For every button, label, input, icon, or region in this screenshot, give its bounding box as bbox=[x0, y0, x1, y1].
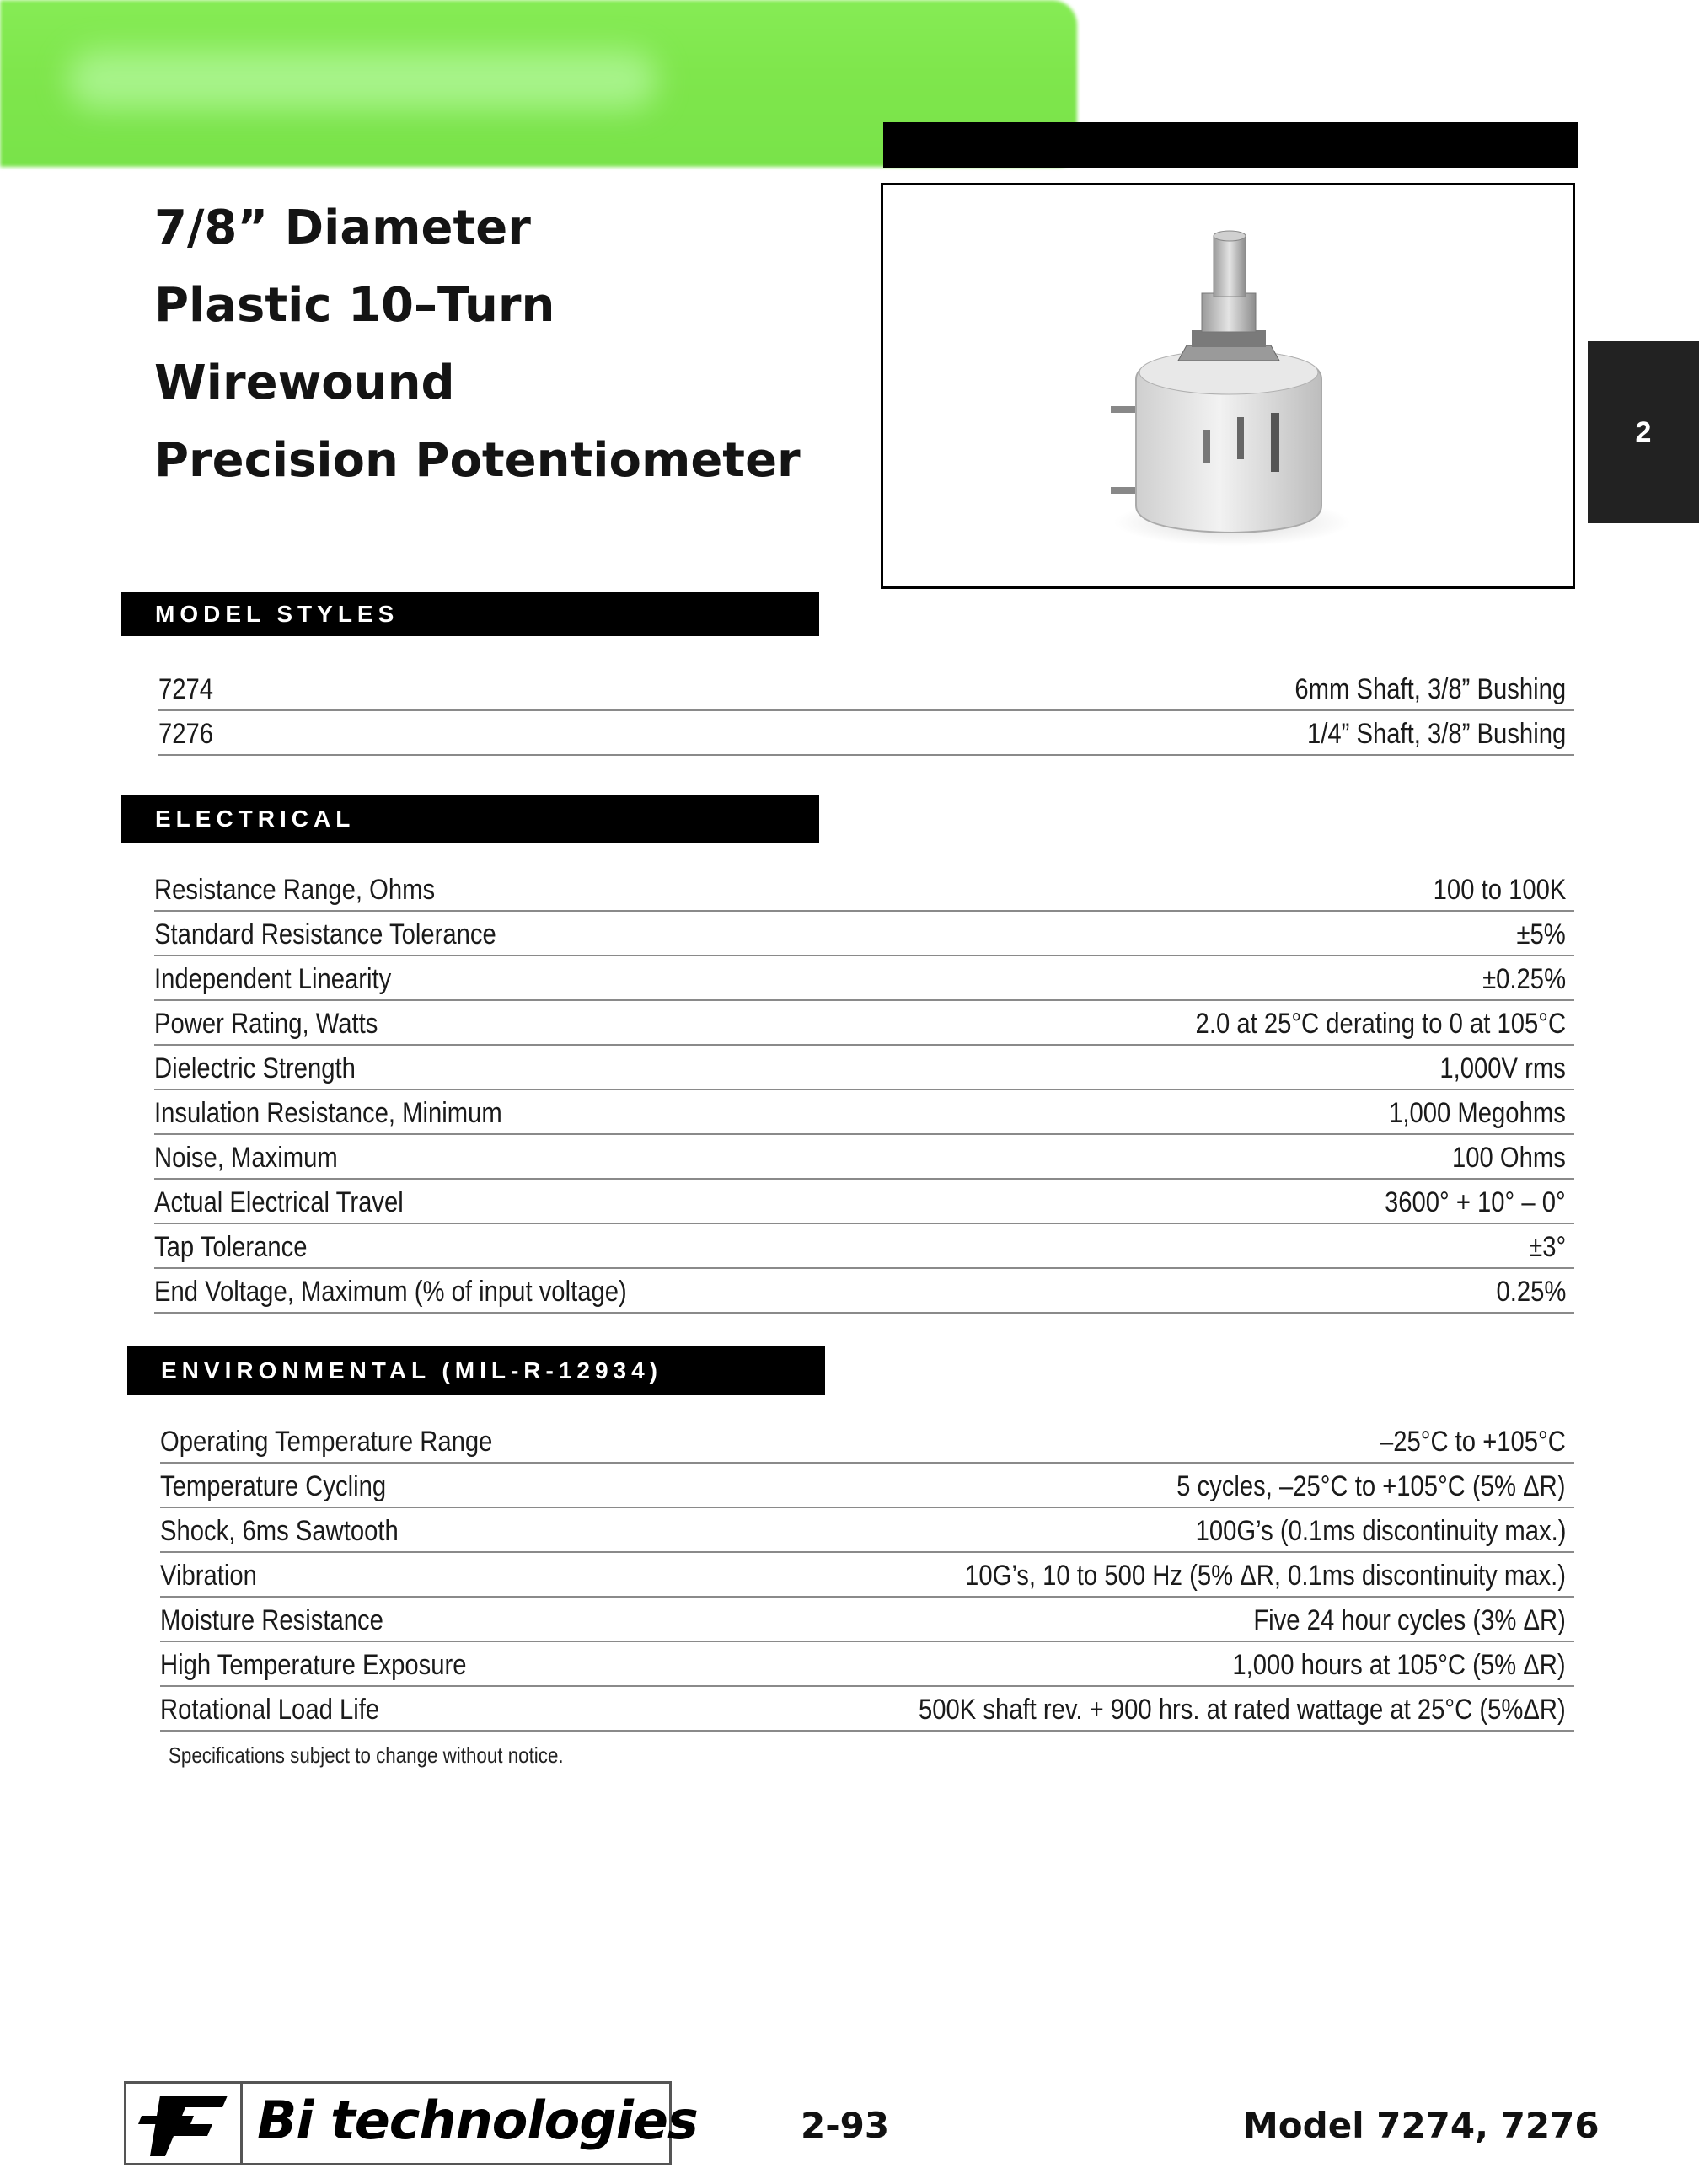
logo-divider bbox=[240, 2083, 243, 2164]
product-image-frame bbox=[881, 183, 1575, 589]
environmental-spec-value: 100G’s (0.1ms discontinuity max.) bbox=[1195, 1515, 1566, 1547]
model-style-row bbox=[158, 666, 1574, 711]
environmental-spec-label: Operating Temperature Range bbox=[160, 1426, 493, 1458]
potentiometer-photo-icon bbox=[883, 185, 1573, 586]
electrical-spec-row bbox=[154, 1180, 1574, 1224]
electrical-spec-row bbox=[154, 1046, 1574, 1090]
section-header-electrical: ELECTRICAL bbox=[121, 795, 819, 843]
electrical-spec-label: Dielectric Strength bbox=[154, 1052, 356, 1084]
electrical-spec-value: 1,000 Megohms bbox=[1389, 1097, 1566, 1129]
environmental-spec-value: 10G’s, 10 to 500 Hz (5% ΔR, 0.1ms discontinuity max.) bbox=[965, 1560, 1566, 1592]
electrical-spec-value: 100 to 100K bbox=[1433, 874, 1566, 906]
logo-text: Bi technologies bbox=[257, 2090, 698, 2151]
environmental-spec-label: Rotational Load Life bbox=[160, 1694, 380, 1726]
electrical-spec-row bbox=[154, 1224, 1574, 1269]
electrical-spec-row bbox=[154, 867, 1574, 912]
electrical-spec-value: 100 Ohms bbox=[1452, 1142, 1566, 1174]
electrical-spec-label: Standard Resistance Tolerance bbox=[154, 918, 496, 950]
environmental-spec-label: Temperature Cycling bbox=[160, 1470, 387, 1502]
environmental-spec-row bbox=[160, 1598, 1574, 1642]
footer-model-name: Model 7274, 7276 bbox=[1243, 2105, 1600, 2146]
environmental-spec-value: 500K shaft rev. + 900 hrs. at rated wattage at 25°C (5%ΔR) bbox=[919, 1694, 1566, 1726]
model-style-value: 1/4” Shaft, 3/8” Bushing bbox=[1306, 718, 1566, 750]
electrical-spec-label: Tap Tolerance bbox=[154, 1231, 308, 1263]
model-style-label: 7274 bbox=[158, 673, 214, 705]
electrical-spec-value: ±5% bbox=[1516, 918, 1566, 950]
electrical-spec-value: ±3° bbox=[1528, 1231, 1566, 1263]
electrical-spec-row bbox=[154, 1090, 1574, 1135]
title-line-3: Wirewound bbox=[154, 356, 455, 410]
environmental-spec-label: Moisture Resistance bbox=[160, 1604, 383, 1636]
environmental-spec-row bbox=[160, 1687, 1574, 1732]
electrical-spec-row bbox=[154, 1135, 1574, 1180]
chapter-tab-number: 2 bbox=[1635, 415, 1652, 448]
electrical-spec-label: Actual Electrical Travel bbox=[154, 1186, 404, 1218]
bi-technologies-logo-icon bbox=[135, 2090, 236, 2158]
environmental-spec-value: 1,000 hours at 105°C (5% ΔR) bbox=[1232, 1649, 1566, 1681]
electrical-spec-label: Insulation Resistance, Minimum bbox=[154, 1097, 502, 1129]
header-black-bar bbox=[883, 122, 1578, 168]
electrical-spec-label: Power Rating, Watts bbox=[154, 1008, 378, 1040]
model-style-row bbox=[158, 711, 1574, 756]
model-styles-table bbox=[158, 666, 1574, 756]
environmental-spec-row bbox=[160, 1464, 1574, 1508]
electrical-spec-label: Noise, Maximum bbox=[154, 1142, 338, 1174]
electrical-spec-value: 0.25% bbox=[1496, 1276, 1566, 1308]
environmental-spec-row bbox=[160, 1553, 1574, 1598]
section-header-environmental: ENVIRONMENTAL (MIL-R-12934) bbox=[127, 1346, 825, 1395]
environmental-spec-label: High Temperature Exposure bbox=[160, 1649, 467, 1681]
environmental-spec-row bbox=[160, 1508, 1574, 1553]
environmental-spec-value: –25°C to +105°C bbox=[1380, 1426, 1566, 1458]
electrical-spec-value: 3600° + 10° – 0° bbox=[1385, 1186, 1566, 1218]
chapter-tab bbox=[1588, 341, 1699, 523]
footnote: Specifications subject to change without notice. bbox=[169, 1742, 564, 1768]
electrical-spec-row bbox=[154, 1269, 1574, 1314]
electrical-spec-row bbox=[154, 1001, 1574, 1046]
electrical-spec-value: 1,000V rms bbox=[1439, 1052, 1566, 1084]
environmental-spec-label: Vibration bbox=[160, 1560, 257, 1592]
electrical-spec-value: ±0.25% bbox=[1482, 963, 1566, 995]
environmental-table bbox=[160, 1419, 1574, 1732]
electrical-table bbox=[154, 867, 1574, 1314]
section-header-model-styles: MODEL STYLES bbox=[121, 592, 819, 636]
electrical-spec-row bbox=[154, 912, 1574, 956]
model-style-label: 7276 bbox=[158, 718, 214, 750]
electrical-spec-label: Independent Linearity bbox=[154, 963, 392, 995]
page-number: 2-93 bbox=[801, 2105, 890, 2146]
electrical-spec-row bbox=[154, 956, 1574, 1001]
electrical-spec-label: End Voltage, Maximum (% of input voltage) bbox=[154, 1276, 627, 1308]
title-line-2: Plastic 10–Turn bbox=[154, 278, 555, 333]
title-line-1: 7/8” Diameter bbox=[154, 201, 531, 255]
electrical-spec-label: Resistance Range, Ohms bbox=[154, 874, 436, 906]
environmental-spec-row bbox=[160, 1419, 1574, 1464]
model-style-value: 6mm Shaft, 3/8” Bushing bbox=[1294, 673, 1566, 705]
environmental-spec-label: Shock, 6ms Sawtooth bbox=[160, 1515, 399, 1547]
environmental-spec-value: 5 cycles, –25°C to +105°C (5% ΔR) bbox=[1176, 1470, 1566, 1502]
electrical-spec-value: 2.0 at 25°C derating to 0 at 105°C bbox=[1195, 1008, 1566, 1040]
title-line-4: Precision Potentiometer bbox=[154, 433, 801, 488]
environmental-spec-row bbox=[160, 1642, 1574, 1687]
environmental-spec-value: Five 24 hour cycles (3% ΔR) bbox=[1253, 1604, 1566, 1636]
green-highlight-glow bbox=[67, 51, 657, 110]
